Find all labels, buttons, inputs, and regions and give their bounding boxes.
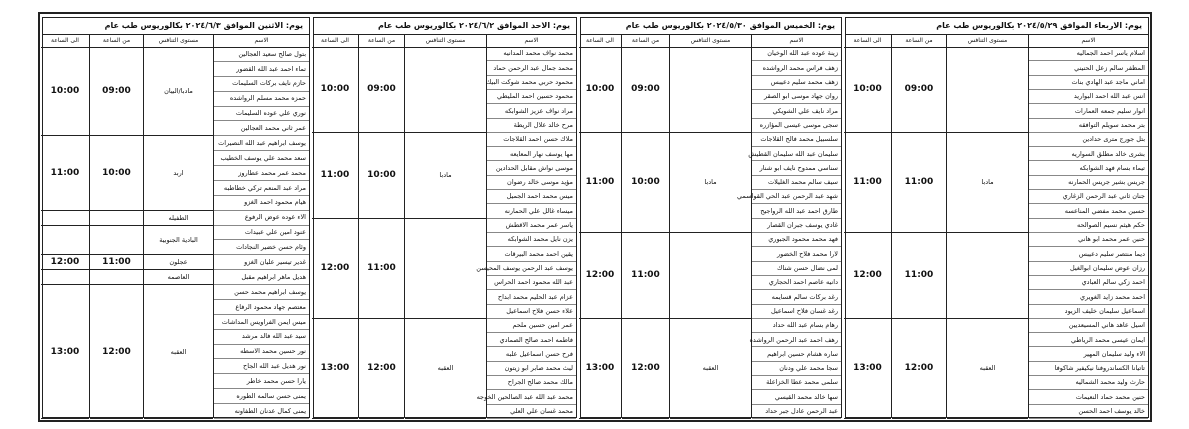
- name-row: ديما منتصر سليم دعيبس: [1029, 247, 1148, 261]
- name-row: نور حسين محمد الاسطه: [214, 345, 309, 360]
- day-header: يوم: الاحد الموافق ٢٠٢٤/٦/٢ بكالوريوس طب عام: [314, 18, 576, 35]
- name-row: سجى موسى عيسى المؤازره: [752, 119, 841, 133]
- time-cell: 12:00: [359, 319, 404, 419]
- name-row: لارا محمد فلاح الخضور: [752, 247, 841, 261]
- name-row: يزن نايل محمد الشوابكه: [487, 233, 576, 247]
- name-row: يمنى حسن سالمه الطوره: [214, 389, 309, 404]
- day-table: [42, 17, 310, 418]
- name-row: سليمان عبد الله سليمان القطيش: [752, 147, 841, 161]
- name-row: مرح خالد علال الريطة: [487, 119, 576, 133]
- level-cell: [405, 47, 486, 133]
- time-cell: 10:00: [359, 133, 404, 219]
- column-header: من الساعة: [622, 34, 669, 48]
- name-row: بتل جورج مترى حدادين: [1029, 133, 1148, 147]
- column-header: من الساعة: [90, 34, 143, 48]
- name-row: انوار سليم جمعه العمارات: [1029, 104, 1148, 118]
- level-cell: [670, 233, 751, 319]
- name-row: يوسف عبد الرحمن يوسف المحيسن: [487, 262, 576, 276]
- time-cell: 09:00: [359, 47, 404, 133]
- name-row: مراد نواف عزيز الشوابكه: [487, 104, 576, 118]
- level-cell: مادبا/البيان: [144, 47, 213, 136]
- name-row: عبد الرحمن عادل جبر حداد: [752, 405, 841, 419]
- name-row: بتول صالح سعيد العجالين: [214, 47, 309, 62]
- name-row: طارق احمد عبد الله الرواجيح: [752, 204, 841, 218]
- name-row: نوري علي عوده السليمات: [214, 107, 309, 122]
- column-header: من الساعة: [359, 34, 404, 48]
- time-cell: 11:00: [579, 133, 621, 233]
- name-row: محمود حربي محمد شوكت البيك: [487, 76, 576, 90]
- name-row: عمر امين حسين ملحم: [487, 319, 576, 333]
- level-cell: البادية الجنوبية: [144, 226, 213, 256]
- name-row: روان جهاد موسى ابو الصقر: [752, 90, 841, 104]
- time-cell: [41, 226, 89, 256]
- name-row: جنان ثاني عبد الرحمن الزغاري: [1029, 190, 1148, 204]
- column-header: الاسم: [214, 34, 309, 48]
- name-row: مالك محمد صالح الجراح: [487, 376, 576, 390]
- level-cell: [947, 233, 1028, 319]
- column-header: مستوى التنافس: [405, 34, 486, 48]
- name-row: موسى نواش مقابل الحدادين: [487, 161, 576, 175]
- name-row: مراد نايف علي الشويكي: [752, 104, 841, 118]
- name-row: فرح حسن اسماعيل علبه: [487, 347, 576, 361]
- name-row: ساره هشام حسين ابراهيم: [752, 347, 841, 361]
- time-cell: [90, 211, 143, 226]
- day-table: [313, 17, 577, 418]
- column-from: [89, 34, 143, 417]
- name-row: مؤيد موسى خالد رضوان: [487, 176, 576, 190]
- day-table: [845, 17, 1149, 418]
- column-header: مستوى التنافس: [947, 34, 1028, 48]
- name-row: يارا حسن محمد خاطر: [214, 374, 309, 389]
- column-header: الى الساعة: [312, 34, 358, 48]
- level-cell: العاصمه: [144, 270, 213, 285]
- name-row: رهام بسام عبد الله حداد: [752, 319, 841, 333]
- time-cell: 10:00: [41, 47, 89, 136]
- day-header: يوم: الخميس الموافق ٢٠٢٤/٥/٣٠ بكالوريوس طب عام: [581, 18, 841, 35]
- time-cell: 11:00: [892, 233, 946, 319]
- level-cell: [670, 47, 751, 133]
- name-row: محمد غسان علي العلي: [487, 405, 576, 419]
- time-cell: 10:00: [312, 47, 358, 133]
- column-header: من الساعة: [892, 34, 946, 48]
- column-header: الاسم: [487, 34, 576, 48]
- time-cell: 11:00: [892, 133, 946, 233]
- name-row: بشرى خالد مطلق السواريه: [1029, 147, 1148, 161]
- name-row: حنين محمد حماد النعيمات: [1029, 390, 1148, 404]
- column-header: الاسم: [1029, 34, 1148, 48]
- name-row: عبد الله محمود احمد الحراس: [487, 276, 576, 290]
- name-row: محمد جمال عبد الرحمن حماد: [487, 61, 576, 75]
- name-row: رهف احمد عبد الرحمن الرواشده: [752, 333, 841, 347]
- name-row: سعد محمد علي يوسف الخطيب: [214, 151, 309, 166]
- time-cell: 09:00: [892, 47, 946, 133]
- level-cell: العقبه: [670, 319, 751, 419]
- name-row: رغد غسان فلاح اسماعيل: [752, 305, 841, 319]
- column-from: [621, 34, 669, 417]
- name-row: سيف سالم محمد الغليلات: [752, 176, 841, 190]
- time-cell: [41, 270, 89, 285]
- time-cell: 09:00: [90, 47, 143, 136]
- name-row: حارث وليد محمد الشماليه: [1029, 376, 1148, 390]
- column-level: [143, 34, 213, 417]
- name-row: وئام حسن خضير النجادات: [214, 240, 309, 255]
- column-names: [476, 34, 576, 417]
- name-row: زهف فراس محمد الرواشده: [752, 61, 841, 75]
- column-level: [946, 34, 1028, 417]
- name-row: احمد زكي سالم العبادي: [1029, 276, 1148, 290]
- name-row: ايمان عيسى محمد الرياطي: [1029, 333, 1148, 347]
- time-cell: 13:00: [579, 319, 621, 419]
- column-names: [736, 34, 841, 417]
- name-row: غادي يوسف جبران القصار: [752, 219, 841, 233]
- time-cell: 10:00: [844, 47, 891, 133]
- name-row: محمود حسين احمد المليطي: [487, 90, 576, 104]
- name-row: عمر ثاني محمد العجالين: [214, 121, 309, 136]
- column-to: [579, 34, 621, 417]
- name-row: الاء وليد سليمان المهير: [1029, 347, 1148, 361]
- name-row: سناسي ممدوح نايف ابو شنار: [752, 161, 841, 175]
- name-row: سلمى محمد عطا الخزاعلة: [752, 376, 841, 390]
- name-row: يقين احمد محمد البيرقات: [487, 247, 576, 261]
- name-row: مراد عبد المنعم تركي خطاطبه: [214, 181, 309, 196]
- level-cell: الطفيله: [144, 211, 213, 226]
- day-header: يوم: الاثنين الموافق ٢٠٢٤/٦/٣ بكالوريوس طب عام: [43, 18, 309, 35]
- name-row: نور هديل عبد الله الجاح: [214, 359, 309, 374]
- name-row: حكم هيثم نسيم الصوالحه: [1029, 219, 1148, 233]
- name-row: فهد محمد محمود الجبوري: [752, 233, 841, 247]
- name-row: سلسبيل محمد فالح القلاجات: [752, 133, 841, 147]
- name-row: مها يوسف نهار المعايعه: [487, 147, 576, 161]
- column-to: [41, 34, 89, 417]
- name-row: يوسف ابراهيم محمد حسن: [214, 285, 309, 300]
- time-cell: 13:00: [41, 285, 89, 419]
- name-row: محمد نواف محمد المدانيه: [487, 47, 576, 61]
- name-row: عزام عبد الحليم محمد ابداح: [487, 290, 576, 304]
- name-row: يمنى كمال عدنان الطفاونه: [214, 404, 309, 419]
- column-from: [358, 34, 404, 417]
- name-row: علاء حسن فلاح اسماعيل: [487, 305, 576, 319]
- name-row: حسين محمد مفضي المناعسه: [1029, 204, 1148, 218]
- time-cell: 09:00: [622, 47, 669, 133]
- name-row: محمد عمر محمد عطاروز: [214, 166, 309, 181]
- name-row: دانيه عاصم احمد الحجاري: [752, 276, 841, 290]
- name-row: بتر محمد سويلم التوافقه: [1029, 119, 1148, 133]
- level-cell: عجلون: [144, 255, 213, 270]
- name-row: هديل ماهر ابراهيم مقبل: [214, 270, 309, 285]
- name-row: فاطمه احمد صالح الصمادي: [487, 333, 576, 347]
- name-row: حمزه محمد مسلم الرواشده: [214, 92, 309, 107]
- name-row: ياسر عمر محمد الاقطش: [487, 219, 576, 233]
- level-cell: [405, 219, 486, 319]
- time-cell: 12:00: [312, 219, 358, 319]
- time-cell: 10:00: [622, 133, 669, 233]
- name-row: تماء احمد عبد الله القضور: [214, 62, 309, 77]
- time-cell: 12:00: [90, 285, 143, 419]
- column-level: [404, 34, 486, 417]
- name-row: لمى نضال حسن شناك: [752, 262, 841, 276]
- time-cell: 11:00: [844, 133, 891, 233]
- column-header: الى الساعة: [41, 34, 89, 48]
- name-row: اماني ماجد عبد الهادي بنات: [1029, 76, 1148, 90]
- time-cell: 13:00: [844, 319, 891, 419]
- name-row: ميس محمد احمد الجميل: [487, 190, 576, 204]
- column-level: [669, 34, 751, 417]
- time-cell: [90, 270, 143, 285]
- time-cell: 12:00: [844, 233, 891, 319]
- time-cell: 11:00: [359, 219, 404, 319]
- name-row: سجا محمد علي ودنان: [752, 362, 841, 376]
- name-row: محمد عبد الله عبد الصالحين الخوجه: [487, 390, 576, 404]
- column-header: مستوى التنافس: [670, 34, 751, 48]
- name-row: سها خالد محمد القيسي: [752, 390, 841, 404]
- name-row: انس عبد الله احمد البواريد: [1029, 90, 1148, 104]
- column-header: الاسم: [752, 34, 841, 48]
- level-cell: مادبا: [947, 133, 1028, 233]
- time-cell: 13:00: [312, 319, 358, 419]
- name-row: المظفر سالم زعل الحنيني: [1029, 61, 1148, 75]
- name-row: اسلام ياسر احمد الجماليه: [1029, 47, 1148, 61]
- time-cell: [41, 211, 89, 226]
- level-cell: اربد: [144, 136, 213, 210]
- name-row: حنين عمر محمد ابو هاني: [1029, 233, 1148, 247]
- name-row: اسماعيل سليمان خليف الزيود: [1029, 305, 1148, 319]
- name-row: رغد بركات سالم قسايمه: [752, 290, 841, 304]
- time-cell: 12:00: [41, 255, 89, 270]
- name-row: ميساء غالل علي الحمارنه: [487, 204, 576, 218]
- day-table: [580, 17, 842, 418]
- time-cell: 12:00: [622, 319, 669, 419]
- level-cell: مادبا: [670, 133, 751, 233]
- column-names: [213, 34, 309, 417]
- day-header: يوم: الاربعاء الموافق ٢٠٢٤/٥/٢٩ بكالوريوس طب عام: [846, 18, 1148, 35]
- column-header: الى الساعة: [844, 34, 891, 48]
- name-row: زينة عوده عبد الله الوخيان: [752, 47, 841, 61]
- column-to: [312, 34, 358, 417]
- name-row: شهد عبد الرحمن عبد الحي القواسمي: [752, 190, 841, 204]
- time-cell: 11:00: [622, 233, 669, 319]
- time-cell: 11:00: [90, 255, 143, 270]
- name-row: يوسف ابراهيم عبد الله النصيرات: [214, 136, 309, 151]
- column-header: مستوى التنافس: [144, 34, 213, 48]
- level-cell: العقبه: [947, 319, 1028, 419]
- time-cell: 12:00: [892, 319, 946, 419]
- level-cell: العقبه: [144, 285, 213, 419]
- name-row: احمد محمد زايد الغويري: [1029, 290, 1148, 304]
- name-row: ليث محمد صابر ابو زيتون: [487, 362, 576, 376]
- name-row: حازم نايف بركات السليمات: [214, 77, 309, 92]
- time-cell: 10:00: [579, 47, 621, 133]
- name-row: الاء عوده عوض الرفوع: [214, 211, 309, 226]
- name-row: غدير تيسير عليان الغزو: [214, 255, 309, 270]
- column-to: [844, 34, 891, 417]
- time-cell: 11:00: [41, 136, 89, 210]
- level-cell: [947, 47, 1028, 133]
- time-cell: 10:00: [90, 136, 143, 210]
- name-row: اسيل عاهد هاني المسيعديين: [1029, 319, 1148, 333]
- column-names: [1028, 34, 1148, 417]
- name-row: جريس بشير جريس الحمارنه: [1029, 176, 1148, 190]
- name-row: ميس ايمن الفراويس المداشات: [214, 315, 309, 330]
- time-cell: [90, 226, 143, 256]
- time-cell: 11:00: [312, 133, 358, 219]
- name-row: خالد يوسف احمد الحسن: [1029, 405, 1148, 419]
- name-row: ملاك حسن احمد القلاجات: [487, 133, 576, 147]
- name-row: سيد عبد الله فالد مرشد: [214, 330, 309, 345]
- level-cell: العقبه: [405, 319, 486, 419]
- name-row: عنود امين علي عبيدات: [214, 226, 309, 241]
- name-row: تيماء بسام فهد الشوابكه: [1029, 161, 1148, 175]
- column-header: الى الساعة: [579, 34, 621, 48]
- name-row: رزان عوض سليمان ابوالغيل: [1029, 262, 1148, 276]
- name-row: تاتيانا الكساندروفنا نيكيفير شاكوفا: [1029, 362, 1148, 376]
- time-cell: 12:00: [579, 233, 621, 319]
- column-from: [891, 34, 946, 417]
- name-row: زهف محمد سليم دعيبس: [752, 76, 841, 90]
- name-row: معتصم جهاد محمود الرفاع: [214, 300, 309, 315]
- level-cell: مادبا: [405, 133, 486, 219]
- name-row: هيام محمود احمد الغزو: [214, 196, 309, 211]
